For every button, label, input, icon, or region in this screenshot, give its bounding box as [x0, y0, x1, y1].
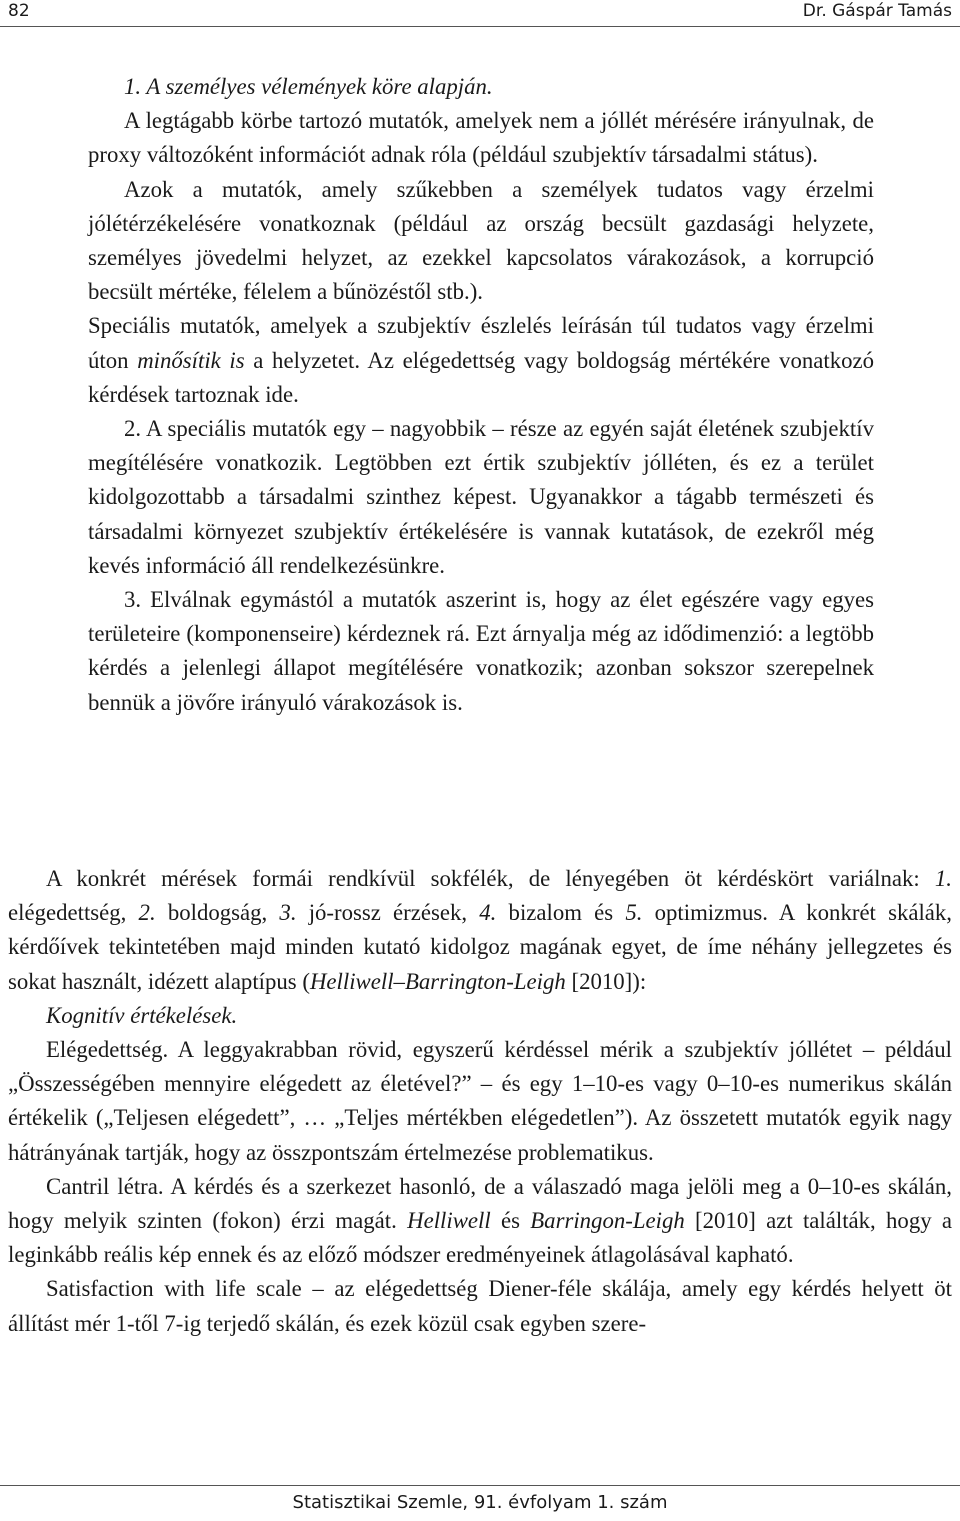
page-header	[0, 0, 960, 27]
paragraph-swls: Satisfaction with life scale – az elégedettség Diener-féle skálája, amely egy kérdés helyett öt állítást mér 1-től 7-ig terjedő skálán, és ezek közül csak egyben szere-	[8, 1276, 952, 1336]
paragraph-forms: A konkrét mérések formái rendkívül sokfélék, de lényegében öt kérdéskört variálnak: 1. elégedettség, 2. boldogság, 3. jó-rossz érzések, 4. bizalom és 5. optimizmus. A konkrét skálák, kérdőívek tekintetében majd minden kutató kidolgoz magának egyet, de íme néhány jellegzetes és sokat használt, idézett alaptípus (Helliwell–Barrington-Leigh [2010]):	[8, 866, 953, 994]
item3-paragraph: 3. Elválnak egymástól a mutatók aszerint is, hogy az élet egészére vagy egyes területeire (komponenseire) kérdeznek rá. Ezt árnyalja még az idődimenzió: a legtöbb kérdés a jelenlegi állapot megítélésére vonatkozik; azonban sokszor szerepelnek bennük a jövőre irányuló várakozások is.	[88, 587, 874, 715]
item2-paragraph: 2. A speciális mutatók egy – nagyobbik – része az egyén saját életének szubjektív megítélésére vonatkozik. Legtöbben ezt értik szubjektív jólléten, és ez a terület kidolgozottabb a társadalmi szinthez képest. Ugyanakkor a tágabb természeti és társadalmi környezet szubjektív értékelésére is vannak kutatások, de ezekről még kevés információ áll rendelkezésünkre.	[88, 416, 874, 578]
item1-paragraph-2: Azok a mutatók, amely szűkebben a személyek tudatos vagy érzelmi jólétérzékelésére vonatkoznak (például az ország becsült gazdasági helyzete, személyes jövedelmi helyzet, az ezekkel kapcsolatos várakozások, a korrupció becsült mértéke, félelem a bűnözéstől stb.).	[88, 176, 874, 305]
main-text	[8, 862, 952, 1341]
item1-paragraph-1: A legtágabb körbe tartozó mutatók, amelyek nem a jóllét mérésére irányulnak, de proxy változóként információt adnak róla (például szubjektív társadalmi státus).	[88, 108, 874, 168]
heading-kognitiv: Kognitív értékelések.	[46, 1002, 238, 1028]
item1-title: 1. A személyes vélemények köre alapján.	[124, 74, 493, 99]
journal-title: Statisztikai Szemle, 91. évfolyam 1. szám	[292, 1492, 668, 1513]
numbered-list	[88, 70, 874, 720]
page-number: 82	[8, 1, 30, 21]
item1-paragraph-3: Speciális mutatók, amelyek a szubjektív észlelés leírásán túl tudatos vagy érzelmi úton minősítik is a helyzetet. Az elégedettség vagy boldogság mértékére vonatkozó kérdések tartoznak ide.	[88, 313, 875, 407]
paragraph-elegedettseg: Elégedettség. A leggyakrabban rövid, egyszerű kérdéssel mérik a szubjektív jóllétet – például „Összességében mennyire elégedett az életével?” – és egy 1–10-es vagy 0–10-es numerikus skálán értékelik („Teljesen elégedett”, … „Teljes mértékben elégedetlen”). Az összetett mutatók egyik nagy hátrányának tartják, hogy az összpontszám értelmezése problematikus.	[8, 1037, 952, 1165]
running-author: Dr. Gáspár Tamás	[802, 1, 952, 21]
paragraph-cantril: Cantril létra. A kérdés és a szerkezet hasonló, de a válaszadó maga jelöli meg a 0–10-es skálán, hogy melyik szinten (fokon) érzi magát. Helliwell és Barringon-Leigh [2010] azt találták, hogy a leginkább reális kép ennek és az előző módszer eredményeinek átlagolásával kapható.	[8, 1173, 953, 1268]
page-footer	[0, 1485, 960, 1521]
